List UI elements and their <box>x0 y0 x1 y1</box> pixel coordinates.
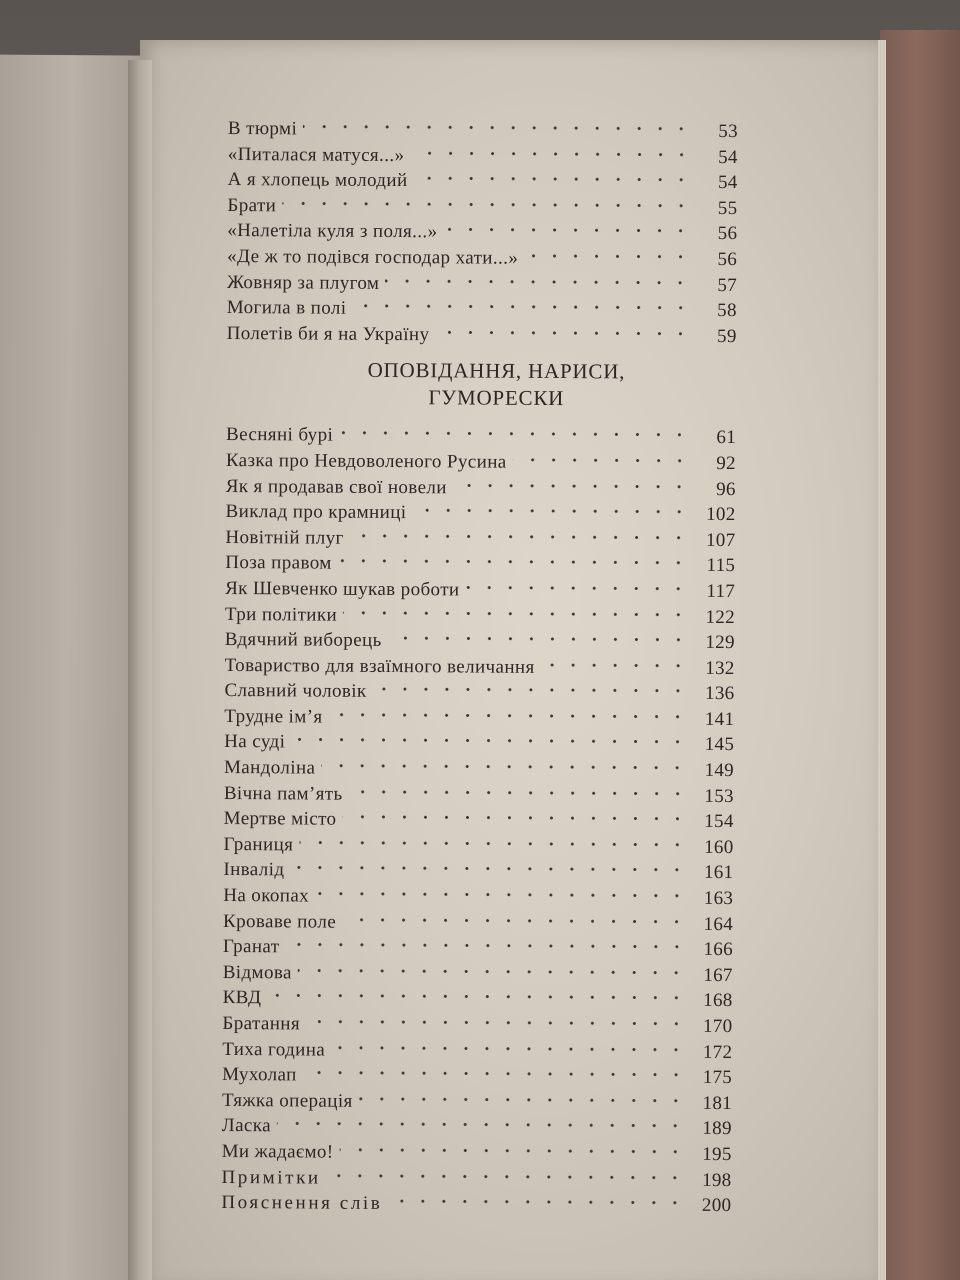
toc-dot-leader <box>412 505 689 517</box>
toc-entry-title: Жовняр за плугом <box>226 271 380 294</box>
toc-page-number: 58 <box>717 300 737 322</box>
toc-entry-title: «Питалася матуся...» <box>227 143 405 166</box>
toc-entry-title: Казка про Невдоволеного Русина <box>225 449 507 473</box>
toc-entry <box>225 525 735 554</box>
toc-dot-leader <box>435 327 690 339</box>
toc-entry-title: Вічна пам’ять <box>223 782 343 805</box>
toc-entry-title: Полетів би я на Україну <box>226 322 430 345</box>
toc-dot-leader <box>306 1016 686 1028</box>
toc-dot-leader <box>350 530 690 542</box>
toc-entry <box>226 474 736 503</box>
toc-dot-leader <box>338 556 690 568</box>
toc-dot-leader <box>321 761 688 773</box>
toc-dot-leader <box>277 1119 686 1131</box>
toc-dot-leader <box>340 1145 686 1157</box>
toc-entry-title: Як Шевченко шукав роботи <box>225 577 460 601</box>
toc-entry <box>226 448 736 477</box>
left-page <box>0 54 142 1280</box>
toc-page-number: 115 <box>706 555 736 577</box>
toc-dot-leader <box>541 660 689 671</box>
toc-dot-leader <box>388 1196 685 1208</box>
toc-entry <box>223 909 733 938</box>
toc-entry-title: Могила в полі <box>226 297 347 319</box>
toc-entry-title: В тюрмі <box>227 117 298 140</box>
toc-dot-leader <box>267 991 686 1004</box>
toc-entry-title: Славний чоловік <box>224 680 367 703</box>
toc-dot-leader <box>327 1170 686 1182</box>
toc-entry <box>227 295 737 324</box>
toc-entry-title: Інвалід <box>223 859 285 881</box>
table-of-contents <box>221 116 738 1219</box>
toc-page-number: 107 <box>705 529 736 551</box>
toc-page-number: 160 <box>704 836 734 858</box>
toc-dot-leader <box>373 684 689 696</box>
toc-entry-title: Весняні бурі <box>225 424 334 446</box>
toc-dot-leader <box>388 633 689 645</box>
toc-dot-leader <box>385 276 691 288</box>
toc-entry-title: А я хлопець молодий <box>227 169 408 192</box>
toc-entry <box>223 883 733 912</box>
toc-entry <box>227 193 737 222</box>
toc-entry-title: КВД <box>222 987 262 1009</box>
section-heading-line2: ГУМОРЕСКИ <box>428 385 565 411</box>
toc-entry-title: Мертве місто <box>223 808 337 830</box>
toc-entry-title: Як я продавав свої новели <box>225 475 447 498</box>
toc-entry <box>227 270 737 299</box>
toc-dot-leader <box>303 121 692 133</box>
toc-dot-leader <box>315 889 687 901</box>
toc-entry <box>223 857 733 886</box>
toc-page-number: 55 <box>717 197 738 219</box>
toc-page-number: 96 <box>716 478 736 500</box>
toc-dot-leader <box>352 301 690 313</box>
toc-dot-leader <box>453 480 690 491</box>
toc-page-number: 149 <box>704 759 735 782</box>
toc-entry <box>227 218 737 247</box>
toc-page-number: 61 <box>716 427 737 449</box>
toc-entry <box>225 576 735 605</box>
toc-entry <box>224 704 734 733</box>
toc-dot-leader <box>444 225 692 237</box>
toc-entry-title: Відмова <box>222 961 292 984</box>
toc-entry-title: «Налетіла куля з поля...» <box>227 220 438 243</box>
toc-dot-leader <box>343 607 689 619</box>
toc-page-number: 181 <box>702 1092 733 1114</box>
toc-page-number: 153 <box>704 785 734 807</box>
toc-page-number: 59 <box>716 325 737 347</box>
toc-entry-title: «Де ж то подівся господар хати...» <box>227 245 519 269</box>
toc-dot-leader <box>342 812 687 824</box>
toc-page-number: 56 <box>717 248 738 271</box>
toc-entry-title: Границя <box>223 833 294 856</box>
toc-page-number: 54 <box>718 146 738 168</box>
toc-page-number: 189 <box>702 1118 732 1140</box>
toc-page-number: 167 <box>703 964 733 986</box>
toc-page-number: 92 <box>716 452 736 475</box>
toc-entry-title: Трудне ім’я <box>224 705 323 728</box>
section-heading-line1: ОПОВІДАННЯ, НАРИСИ, <box>367 358 626 384</box>
toc-entry-title: Виклад про крамниці <box>225 501 407 524</box>
toc-entry <box>224 678 734 707</box>
toc-page-number: 195 <box>702 1143 732 1166</box>
toc-page-number: 136 <box>705 683 735 705</box>
toc-dot-leader <box>290 863 687 875</box>
toc-entry-title: Ми жадаємо! <box>221 1140 334 1163</box>
book-gutter <box>128 60 152 1280</box>
toc-page-number: 117 <box>706 580 736 603</box>
toc-page-number: 102 <box>706 504 736 526</box>
toc-page-number: 168 <box>703 990 733 1012</box>
toc-dot-leader <box>291 735 688 747</box>
toc-entry <box>222 1139 732 1168</box>
toc-entry-title: Гранат <box>222 936 280 958</box>
toc-dot-leader <box>285 940 687 952</box>
toc-entry <box>223 960 733 989</box>
toc-dot-leader <box>282 198 691 210</box>
toc-page-number: 175 <box>702 1067 733 1089</box>
toc-entry <box>228 142 738 171</box>
toc-entry-title: Брати <box>227 194 277 217</box>
toc-dot-leader <box>329 710 689 722</box>
toc-dot-leader <box>349 786 688 798</box>
toc-entry-title: Братання <box>222 1012 301 1035</box>
toc-entry-title: Мандоліна <box>223 757 316 779</box>
toc-entry-title: Ласка <box>221 1115 272 1137</box>
toc-entry-title: Поза правом <box>225 552 332 574</box>
toc-entry <box>222 1088 732 1117</box>
toc-page-number: 154 <box>704 811 734 833</box>
toc-entry-title: Новітній плуг <box>225 526 344 549</box>
toc-entry <box>222 1037 732 1066</box>
toc-page-number: 172 <box>702 1041 733 1063</box>
toc-page-number: 163 <box>703 887 734 910</box>
toc-dot-leader <box>410 148 691 160</box>
toc-page-number: 132 <box>705 657 735 679</box>
toc-list-bottom <box>221 422 736 1219</box>
toc-dot-leader <box>299 837 687 849</box>
toc-page-number: 122 <box>705 606 736 628</box>
toc-entry <box>223 985 733 1014</box>
toc-page-number: 141 <box>704 708 735 730</box>
toc-page-number: 200 <box>701 1195 732 1217</box>
book-cover-edge <box>880 30 960 1280</box>
toc-page-number: 161 <box>703 862 734 884</box>
toc-entry-title: Кроваве поле <box>223 910 337 933</box>
toc-page-number: 145 <box>704 734 735 756</box>
toc-dot-leader <box>298 965 687 977</box>
toc-entry <box>225 550 735 579</box>
toc-entry-title: Три політики <box>224 603 338 626</box>
toc-entry <box>228 167 738 196</box>
toc-entry-title: На окопах <box>223 885 310 907</box>
toc-entry-title: Примітки <box>221 1166 321 1189</box>
toc-entry-title: Вдячний виборець <box>224 629 382 652</box>
toc-entry <box>225 601 735 630</box>
toc-entry <box>224 781 734 810</box>
toc-entry <box>228 116 738 145</box>
toc-entry <box>227 321 737 350</box>
toc-entry <box>223 832 733 861</box>
toc-entry <box>227 244 737 273</box>
toc-page-number: 54 <box>717 172 738 194</box>
toc-page-number: 164 <box>703 913 734 935</box>
toc-dot-leader <box>414 173 692 185</box>
toc-page-number: 129 <box>705 632 735 654</box>
toc-page-number: 53 <box>718 120 738 143</box>
toc-dot-leader <box>513 455 690 466</box>
toc-page-number: 198 <box>702 1169 732 1191</box>
toc-page-number: 166 <box>703 939 733 961</box>
section-heading <box>226 356 736 413</box>
toc-entry-title: На суді <box>224 731 286 753</box>
toc-page-number: 170 <box>702 1015 733 1038</box>
toc-entry <box>224 729 734 758</box>
toc-dot-leader <box>331 1042 686 1054</box>
toc-entry-title: Тяжка операція <box>221 1089 353 1112</box>
toc-entry <box>224 755 734 784</box>
toc-entry <box>223 934 733 963</box>
toc-dot-leader <box>465 582 689 593</box>
toc-entry <box>226 422 736 451</box>
toc-dot-leader <box>524 251 691 262</box>
toc-dot-leader <box>359 1094 686 1106</box>
toc-entry <box>222 1062 732 1091</box>
toc-entry <box>222 1113 732 1142</box>
toc-list-top <box>227 116 738 349</box>
toc-dot-leader <box>303 1068 686 1080</box>
toc-page-number: 56 <box>717 223 738 245</box>
toc-entry <box>221 1190 731 1219</box>
toc-page-number: 57 <box>717 274 738 296</box>
toc-dot-leader <box>339 428 690 440</box>
toc-entry <box>225 627 735 656</box>
toc-entry <box>226 499 736 528</box>
toc-entry <box>224 806 734 835</box>
toc-entry-title: Мухолап <box>222 1064 297 1086</box>
toc-entry <box>221 1165 731 1194</box>
toc-entry <box>222 1011 732 1040</box>
toc-entry-title: Товариство для взаїмного величання <box>224 654 535 678</box>
toc-entry-title: Пояснення слів <box>221 1192 383 1215</box>
toc-entry-title: Тиха година <box>222 1038 326 1061</box>
toc-entry <box>225 653 735 682</box>
toc-dot-leader <box>342 914 687 926</box>
